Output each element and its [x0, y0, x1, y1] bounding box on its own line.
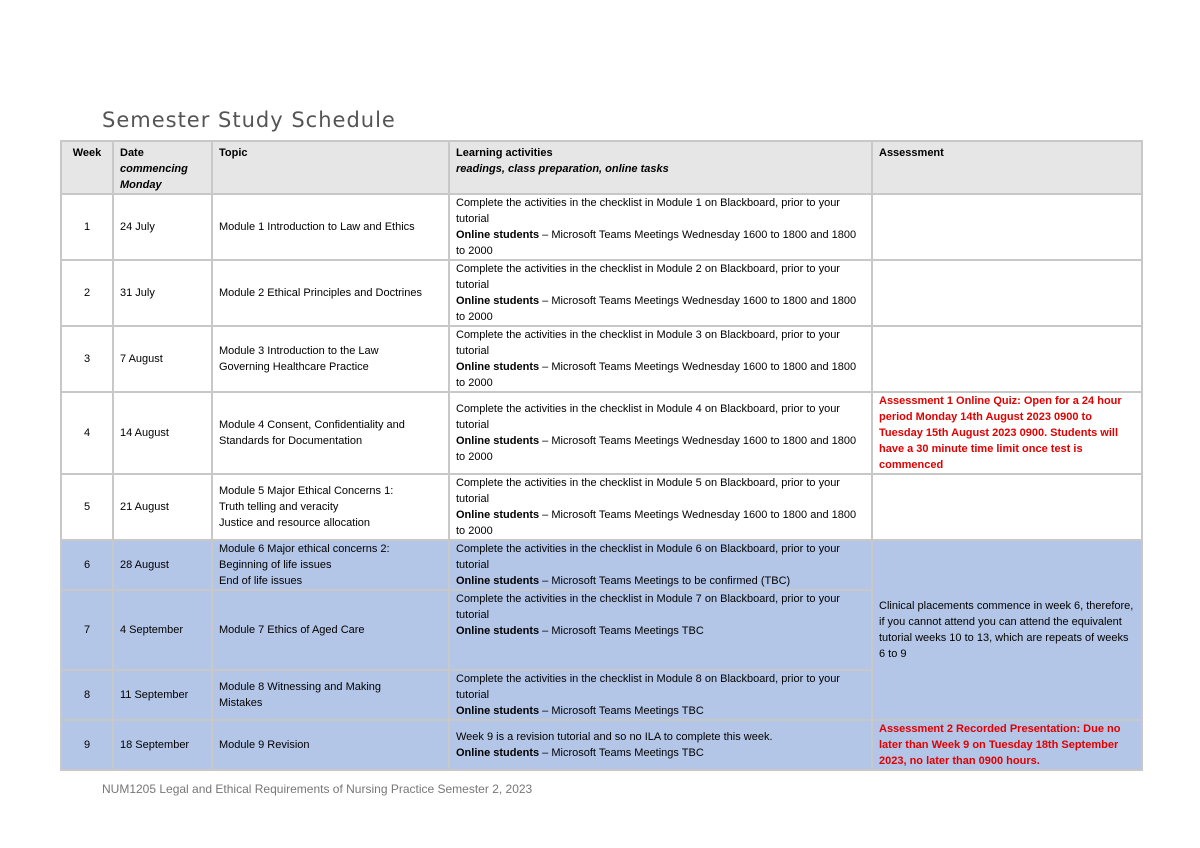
assessment-1-notice: Assessment 1 Online Quiz: Open for a 24 hour period Monday 14th August 2023 0900 to Tuesday 15th August 2023 0900. Students will have a 30 minute time limit once test is commenced [879, 395, 1122, 471]
header-topic: Topic [212, 141, 449, 194]
week-assessment [872, 720, 1142, 770]
week-number: 8 [61, 670, 113, 720]
week-date: 7 August [113, 326, 212, 392]
page-footer: NUM1205 Legal and Ethical Requirements of Nursing Practice Semester 2, 2023 [102, 782, 533, 796]
week-date: 4 September [113, 590, 212, 670]
clinical-placement-note: Clinical placements commence in week 6, therefore, if you cannot attend you can attend the equivalent tutorial weeks 10 to 13, which are repeats of weeks 6 to 9 [872, 540, 1142, 720]
week-assessment [872, 474, 1142, 540]
week-topic: Module 8 Witnessing and Making Mistakes [212, 670, 449, 720]
week-date: 18 September [113, 720, 212, 770]
week-activities: Complete the activities in the checklist in Module 2 on Blackboard, prior to your tutorial Online students – Microsoft Teams Meetings Wednesday 1600 to 1800 and 1800 to 2000 [449, 260, 872, 326]
week-date: 21 August [113, 474, 212, 540]
table-row [61, 194, 1142, 260]
week-number: 7 [61, 590, 113, 670]
week-topic: Module 9 Revision [212, 720, 449, 770]
week-date: 31 July [113, 260, 212, 326]
week-date: 14 August [113, 392, 212, 474]
online-students-label: Online students [456, 435, 540, 447]
week-topic: Module 2 Ethical Principles and Doctrines [212, 260, 449, 326]
week-number: 9 [61, 720, 113, 770]
online-students-label: Online students [456, 705, 540, 717]
week-number: 4 [61, 392, 113, 474]
week-topic: Module 3 Introduction to the Law Governing Healthcare Practice [212, 326, 449, 392]
table-row [61, 260, 1142, 326]
week-activities: Complete the activities in the checklist in Module 1 on Blackboard, prior to your tutorial Online students – Microsoft Teams Meetings Wednesday 1600 to 1800 and 1800 to 2000 [449, 194, 872, 260]
week-assessment [872, 194, 1142, 260]
week-number: 3 [61, 326, 113, 392]
week-activities: Week 9 is a revision tutorial and so no ILA to complete this week. Online students – Microsoft Teams Meetings TBC [449, 720, 872, 770]
week-activities: Complete the activities in the checklist in Module 3 on Blackboard, prior to your tutorial Online students – Microsoft Teams Meetings Wednesday 1600 to 1800 and 1800 to 2000 [449, 326, 872, 392]
week-activities: Complete the activities in the checklist in Module 6 on Blackboard, prior to your tutorial Online students – Microsoft Teams Meetings to be confirmed (TBC) [449, 540, 872, 590]
week-number: 1 [61, 194, 113, 260]
week-activities: Complete the activities in the checklist in Module 8 on Blackboard, prior to your tutorial Online students – Microsoft Teams Meetings TBC [449, 670, 872, 720]
study-schedule-table [60, 140, 1143, 771]
online-students-label: Online students [456, 295, 540, 307]
week-date: 28 August [113, 540, 212, 590]
page-title: Semester Study Schedule [102, 108, 396, 132]
week-number: 6 [61, 540, 113, 590]
table-row [61, 326, 1142, 392]
header-assessment: Assessment [872, 141, 1142, 194]
week-assessment [872, 260, 1142, 326]
online-students-label: Online students [456, 361, 540, 373]
online-students-label: Online students [456, 229, 540, 241]
week-number: 5 [61, 474, 113, 540]
week-activities: Complete the activities in the checklist in Module 5 on Blackboard, prior to your tutorial Online students – Microsoft Teams Meetings Wednesday 1600 to 1800 and 1800 to 2000 [449, 474, 872, 540]
table-row [61, 720, 1142, 770]
week-activities: Complete the activities in the checklist in Module 4 on Blackboard, prior to your tutorial Online students – Microsoft Teams Meetings Wednesday 1600 to 1800 and 1800 to 2000 [449, 392, 872, 474]
week-topic: Module 7 Ethics of Aged Care [212, 590, 449, 670]
table-row [61, 474, 1142, 540]
online-students-label: Online students [456, 509, 540, 521]
week-topic: Module 6 Major ethical concerns 2: Beginning of life issues End of life issues [212, 540, 449, 590]
week-date: 11 September [113, 670, 212, 720]
table-row [61, 392, 1142, 474]
week-date: 24 July [113, 194, 212, 260]
online-students-label: Online students [456, 747, 540, 759]
header-learning-activities: Learning activities readings, class preparation, online tasks [449, 141, 872, 194]
week-assessment [872, 392, 1142, 474]
header-date: Date commencing Monday [113, 141, 212, 194]
week-topic: Module 5 Major Ethical Concerns 1: Truth telling and veracity Justice and resource allocation [212, 474, 449, 540]
table-row [61, 540, 1142, 590]
week-number: 2 [61, 260, 113, 326]
week-topic: Module 1 Introduction to Law and Ethics [212, 194, 449, 260]
assessment-2-notice: Assessment 2 Recorded Presentation: Due no later than Week 9 on Tuesday 18th September 2023, no later than 0900 hours. [879, 723, 1121, 767]
header-week: Week [61, 141, 113, 194]
week-activities: Complete the activities in the checklist in Module 7 on Blackboard, prior to your tutorial Online students – Microsoft Teams Meetings TBC [449, 590, 872, 670]
week-topic: Module 4 Consent, Confidentiality and Standards for Documentation [212, 392, 449, 474]
week-assessment [872, 326, 1142, 392]
online-students-label: Online students [456, 625, 540, 637]
table-header-row [61, 141, 1142, 194]
online-students-label: Online students [456, 575, 540, 587]
